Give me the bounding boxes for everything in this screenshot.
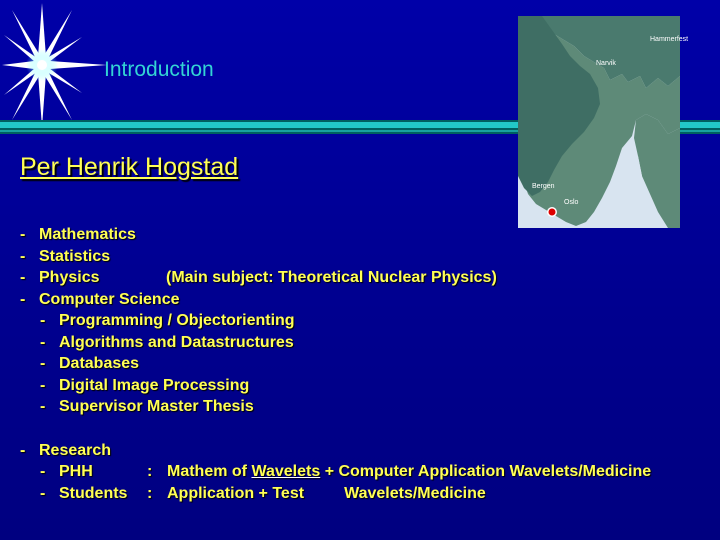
location-marker-icon — [549, 209, 556, 216]
wavelets-link[interactable]: Wavelets — [251, 463, 321, 480]
research-row-students: - Students : Application + Test Wavelets/Medicine — [40, 484, 486, 502]
list-item: - Mathematics — [20, 226, 136, 243]
map-label-narvik: Narvik — [596, 60, 616, 67]
list-item: - Statistics — [20, 247, 111, 265]
list-item: - Computer Science — [20, 290, 180, 308]
map-label-oslo: Oslo — [564, 199, 579, 206]
sub-list-item: - Programming / Objectorienting — [40, 312, 295, 329]
starburst-icon — [0, 0, 120, 135]
presenter-name: Per Henrik Hogstad — [20, 153, 239, 181]
scandinavia-map — [518, 16, 689, 228]
sub-list-item: - Databases — [40, 355, 140, 372]
research-heading: - Research — [20, 441, 112, 459]
sub-list-item: - Supervisor Master Thesis — [40, 398, 254, 415]
slide-title: Introduction — [104, 58, 214, 81]
map-label-hammerfest: Hammerfest — [650, 36, 689, 43]
list-item: - Physics (Main subject: Theoretical Nuclear Physics) — [20, 269, 497, 286]
sub-list-item: - Digital Image Processing — [40, 376, 250, 394]
sub-list-item: - Algorithms and Datastructures — [40, 333, 294, 351]
research-row-phh: - PHH : Mathem of Wavelets + Computer Application Wavelets/Medicine — [40, 463, 652, 480]
qualification-list — [20, 224, 651, 504]
map-label-bergen: Bergen — [532, 183, 555, 190]
physics-note: (Main subject: Theoretical Nuclear Physics) — [166, 269, 497, 286]
